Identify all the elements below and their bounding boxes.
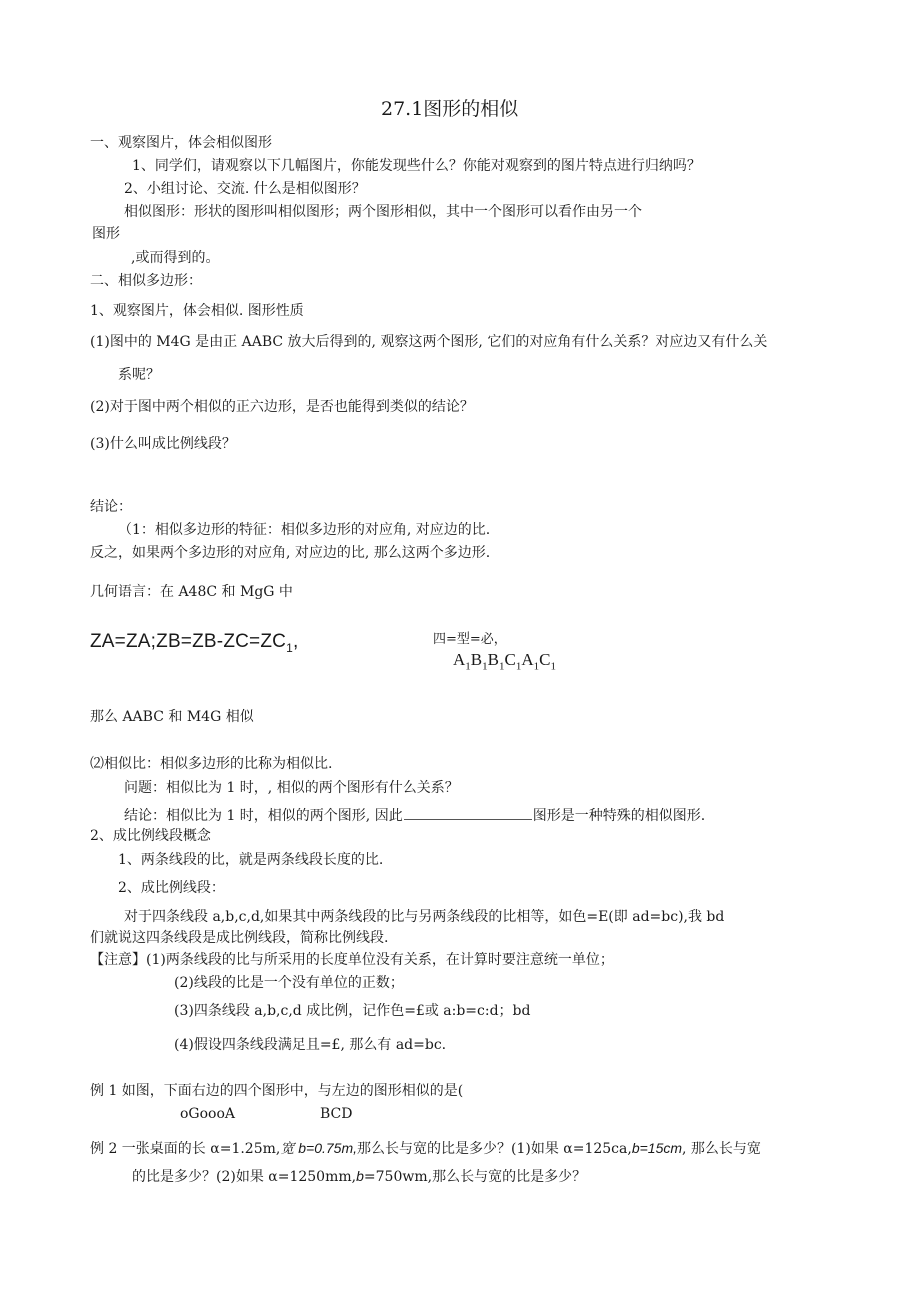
ratio-subscript: 1 xyxy=(515,660,522,673)
ratio-letter: C xyxy=(504,650,516,669)
problem-1-line-2: 系呢？ xyxy=(118,367,160,383)
angle-equality-formula xyxy=(90,631,298,655)
ratio-formula-top: 四=型=必， xyxy=(433,632,507,647)
observe-heading: 1、观察图片，体会相似. 图形性质 xyxy=(90,303,304,319)
example-2-part-e: , 那么长与宽 xyxy=(682,1141,761,1157)
example-1: 例 1 如图，下面右边的四个图形中，与左边的图形相似的是( xyxy=(90,1083,464,1099)
conclusion-1: （1：相似多边形的特征：相似多边形的对应角, 对应边的比. xyxy=(118,522,491,538)
example-2-line-2-c: =750wm,那么长与宽的比是多少？ xyxy=(363,1169,587,1185)
ratio-conclusion xyxy=(124,807,705,825)
example-1-options-b: BCD xyxy=(320,1106,353,1122)
section-2-heading: 二、相似多边形： xyxy=(90,273,202,289)
ratio-question: 问题：相似比为 1 时，, 相似的两个图形有什么关系？ xyxy=(124,780,459,796)
ratio-definition: ⑵相似比：相似多边形的比称为相似比. xyxy=(90,756,333,772)
fill-blank xyxy=(404,807,532,820)
page-title: 27.1图形的相似 xyxy=(381,98,519,120)
section-1-heading: 一、观察图片，体会相似图形 xyxy=(90,135,272,151)
ratio-conclusion-a: 结论：相似比为 1 时，相似的两个图形, 因此 xyxy=(124,808,403,824)
proportion-definition-2: 们就说这四条线段是成比例线段，简称比例线段. xyxy=(90,930,389,946)
ratio-letter: B xyxy=(470,650,483,669)
ratio-subscript: 1 xyxy=(550,660,556,673)
conclusion-label: 结论： xyxy=(90,499,132,515)
ratio-subscript: 1 xyxy=(482,660,488,673)
geometry-language: 几何语言：在 A48C 和 MgG 中 xyxy=(90,584,293,600)
problem-2: (2)对于图中两个相似的正六边形，是否也能得到类似的结论？ xyxy=(90,399,474,415)
example-2-line-2 xyxy=(132,1168,586,1186)
problem-1-line-1: (1)图中的 M4G 是由正 AABC 放大后得到的, 观察这两个图形, 它们的对应角有什么关系？对应边又有什么关 xyxy=(90,334,768,350)
example-2-line-2-b: b xyxy=(356,1168,364,1184)
note-3: (3)四条线段 a,b,c,d 成比例，记作色=£或 a:b=c:d；bd xyxy=(174,1003,531,1019)
angle-formula-subscript: 1 xyxy=(286,640,293,655)
question-1: 1、同学们，请观察以下几幅图片，你能发现些什么？你能对观察到的图片特点进行归纳吗？ xyxy=(132,158,701,174)
example-2-part-b: 宽 b=0.75m, xyxy=(280,1140,357,1156)
ratio-subscript: 1 xyxy=(465,660,471,673)
definition-line-1: 相似图形：形状的图形叫相似图形；两个图形相似，其中一个图形可以看作由另一个 xyxy=(124,204,642,220)
ratio-letter: A xyxy=(521,650,534,669)
proportion-item-2: 2、成比例线段： xyxy=(118,880,225,896)
note-2: (2)线段的比是一个没有单位的正数； xyxy=(174,975,404,991)
ratio-letter: A xyxy=(453,650,466,669)
angle-formula-tail: , xyxy=(292,631,299,652)
ratio-letter: B xyxy=(487,650,499,669)
example-2-part-c: 那么长与宽的比是多少？(1)如果 α=125ca, xyxy=(357,1141,632,1157)
proportion-heading: 2、成比例线段概念 xyxy=(90,828,211,844)
example-1-options-a: oGoooA xyxy=(180,1106,236,1122)
example-2-line-2-a: 的比是多少？(2)如果 α=1250mm, xyxy=(132,1169,357,1185)
example-2-part-a: 例 2 一张桌面的长 α=1.25m, xyxy=(90,1141,281,1157)
ratio-letter: C xyxy=(539,650,551,669)
definition-line-3: ,或而得到的。 xyxy=(131,250,220,266)
problem-3: (3)什么叫成比例线段？ xyxy=(90,436,236,452)
example-2-line-1 xyxy=(90,1140,761,1158)
question-2: 2、小组讨论、交流. 什么是相似图形？ xyxy=(124,181,366,197)
ratio-subscript: 1 xyxy=(498,660,505,673)
similar-conclusion: 那么 AABC 和 M4G 相似 xyxy=(90,709,254,725)
definition-line-2: 图形 xyxy=(92,226,120,242)
example-2-part-d: b=15cm xyxy=(631,1140,683,1156)
note-1: 【注意】(1)两条线段的比与所采用的长度单位没有关系，在计算时要注意统一单位； xyxy=(90,952,614,968)
proportion-definition-1: 对于四条线段 a,b,c,d,如果其中两条线段的比与另两条线段的比相等，如色=E(即 ad=bc),我 bd xyxy=(124,909,725,925)
proportion-item-1: 1、两条线段的比，就是两条线段长度的比. xyxy=(118,852,384,868)
ratio-conclusion-b: 图形是一种特殊的相似图形. xyxy=(532,808,706,824)
note-4: (4)假设四条线段满足且=£, 那么有 ad=bc. xyxy=(174,1037,447,1053)
ratio-subscript: 1 xyxy=(533,660,540,673)
ratio-formula-bottom xyxy=(453,650,556,674)
angle-formula-main: ZA=ZA;ZB=ZB-ZC=ZC xyxy=(90,631,287,652)
conclusion-2: 反之，如果两个多边形的对应角, 对应边的比, 那么这两个多边形. xyxy=(90,545,491,561)
